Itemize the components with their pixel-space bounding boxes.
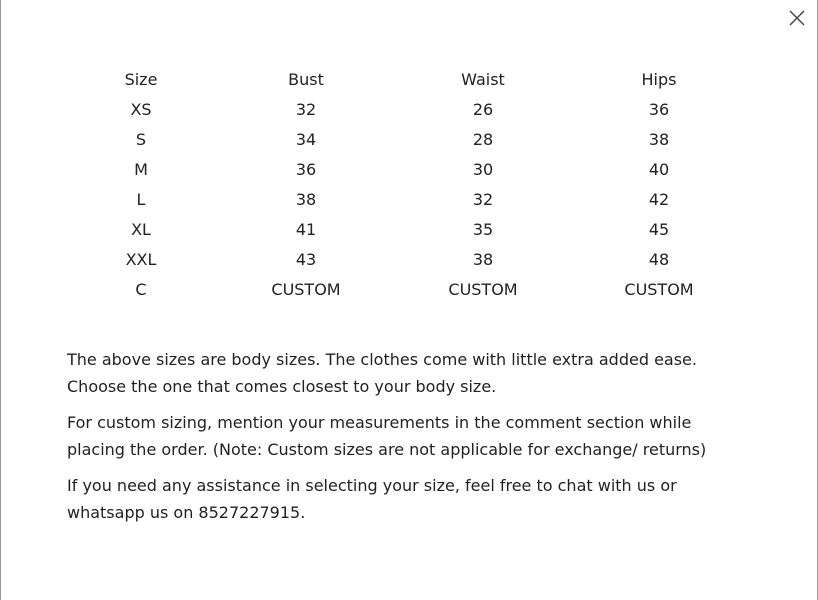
table-row: [1, 247, 818, 277]
size-cell: S: [135, 130, 147, 149]
header-hips: Hips: [641, 70, 677, 89]
close-icon: [787, 8, 807, 28]
bust-cell: 34: [295, 130, 317, 149]
table-row: [1, 187, 818, 217]
waist-cell: 32: [472, 190, 494, 209]
header-size: Size: [124, 70, 158, 89]
waist-cell: 30: [472, 160, 494, 179]
waist-cell: 35: [472, 220, 494, 239]
hips-cell: CUSTOM: [624, 280, 694, 299]
bust-cell: 43: [295, 250, 317, 269]
hips-cell: 48: [648, 250, 670, 269]
bust-cell: 36: [295, 160, 317, 179]
waist-cell: 38: [472, 250, 494, 269]
waist-cell: 28: [472, 130, 494, 149]
custom-sizing-note: For custom sizing, mention your measurements in the comment section while placing the order. (Note: Custom sizes are not applicable for exchange/ returns): [67, 413, 707, 459]
header-bust: Bust: [288, 70, 324, 89]
header-waist: Waist: [461, 70, 505, 89]
size-cell: XXL: [125, 250, 157, 269]
size-cell: C: [135, 280, 147, 299]
close-button[interactable]: [787, 8, 807, 28]
hips-cell: 42: [648, 190, 670, 209]
size-chart-header-row: [1, 67, 818, 97]
size-cell: M: [134, 160, 148, 179]
waist-cell: CUSTOM: [448, 280, 518, 299]
table-row: [1, 217, 818, 247]
hips-cell: 36: [648, 100, 670, 119]
assistance-note: If you need any assistance in selecting your size, feel free to chat with us or whatsapp us on 8527227915.: [67, 476, 677, 522]
size-cell: XS: [130, 100, 152, 119]
bust-cell: CUSTOM: [271, 280, 341, 299]
hips-cell: 45: [648, 220, 670, 239]
bust-cell: 38: [295, 190, 317, 209]
table-row: [1, 157, 818, 187]
table-row: [1, 97, 818, 127]
waist-cell: 26: [472, 100, 494, 119]
size-chart-table: [1, 67, 818, 307]
table-row: [1, 127, 818, 157]
size-cell: XL: [131, 220, 151, 239]
bust-cell: 32: [295, 100, 317, 119]
size-notes: [67, 347, 747, 536]
hips-cell: 38: [648, 130, 670, 149]
table-row: [1, 277, 818, 307]
body-size-note: The above sizes are body sizes. The clothes come with little extra added ease. Choose the one that comes closest to your body size.: [67, 350, 697, 396]
hips-cell: 40: [648, 160, 670, 179]
size-cell: L: [136, 190, 146, 209]
bust-cell: 41: [295, 220, 317, 239]
